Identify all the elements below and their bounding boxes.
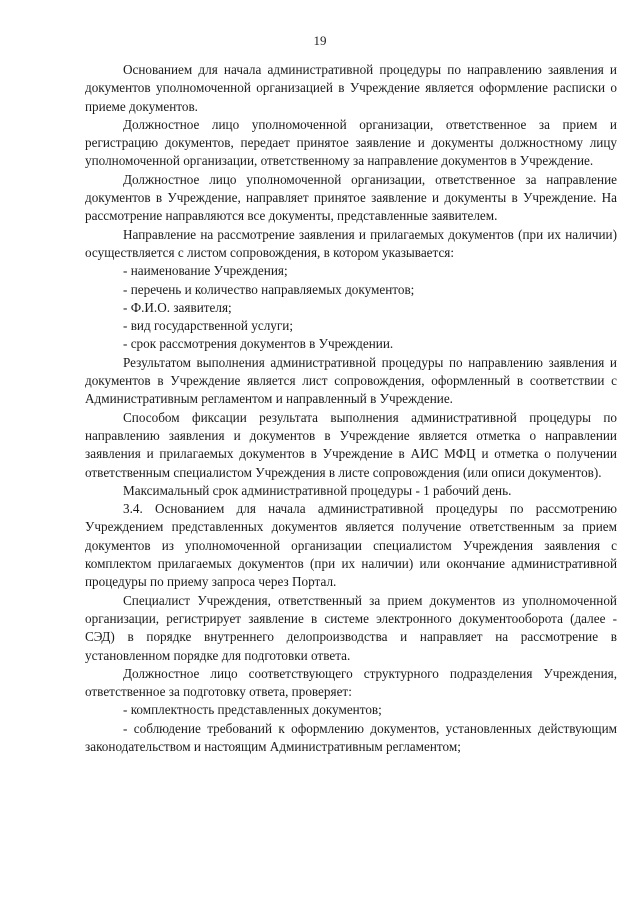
paragraph-basis-for-transfer: Основанием для начала административной процедуры по направлению заявления и документов уполномоченной организацией в Учреждение является оформление расписки о приеме документов.	[85, 62, 617, 114]
paragraph-result: Результатом выполнения административной процедуры по направлению заявления и документов в Учреждение является лист сопровождения, оформленный в соответствии с Административным регламентом и направленный в Учреждение.	[85, 354, 617, 407]
paragraph-official-checks: Должностное лицо соответствующего структурного подразделения Учреждения, ответственное за подготовку ответа, проверяет:	[85, 665, 617, 700]
paragraph-fixation-method: Способом фиксации результата выполнения административной процедуры по направлению заявления и документов в Учреждение является отметка о направлении заявления и прилагаемых документов в Учреждение в АИС МФЦ и отметка о получении ответственным специалистом Учреждения в листе сопровождения (или описи документов).	[85, 409, 617, 480]
document-body	[85, 61, 617, 756]
list-item: - комплектность представленных документов;	[123, 702, 382, 718]
list-item: - вид государственной услуги;	[123, 318, 294, 334]
paragraph-official-sends-documents: Должностное лицо уполномоченной организации, ответственное за направление документов в Учреждение, направляет принятое заявление и документы в Учреждение. На рассмотрение направляются все документы, представленные заявителем.	[85, 171, 617, 224]
list-item: - наименование Учреждения;	[123, 263, 288, 279]
paragraph-section-3-4: 3.4. Основанием для начала административной процедуры по рассмотрению Учреждением представленных документов является получение ответственным за прием документов из уполномоченной организации специалистом Учреждения заявления с комплектом прилагаемых документов (при их наличии) или окончание административной процедуры по приему запроса через Портал.	[85, 501, 617, 590]
list-item: - соблюдение требований к оформлению документов, установленных действующим законодательством и настоящим Административным регламентом;	[85, 720, 617, 754]
list-item: - срок рассмотрения документов в Учреждении.	[123, 336, 394, 352]
paragraph-official-handover: Должностное лицо уполномоченной организации, ответственное за прием и регистрацию документов, передает принятое заявление и документы должностному лицу уполномоченной организации, ответственному за направление документов в Учреждение.	[85, 116, 617, 169]
paragraph-max-duration: Максимальный срок административной процедуры - 1 рабочий день.	[123, 482, 512, 498]
page-number: 19	[313, 33, 327, 48]
list-item: - перечень и количество направляемых документов;	[123, 281, 415, 297]
paragraph-cover-sheet: Направление на рассмотрение заявления и прилагаемых документов (при их наличии) осуществляется с листом сопровождения, в котором указывается:	[85, 226, 617, 260]
paragraph-specialist-registers: Специалист Учреждения, ответственный за прием документов из уполномоченной организации, регистрирует заявление в системе электронного документооборота (далее - СЭД) в порядке внутреннего делопроизводства и направляет на рассмотрение в установленном порядке для подготовки ответа.	[85, 592, 617, 663]
list-item: - Ф.И.О. заявителя;	[123, 299, 232, 315]
